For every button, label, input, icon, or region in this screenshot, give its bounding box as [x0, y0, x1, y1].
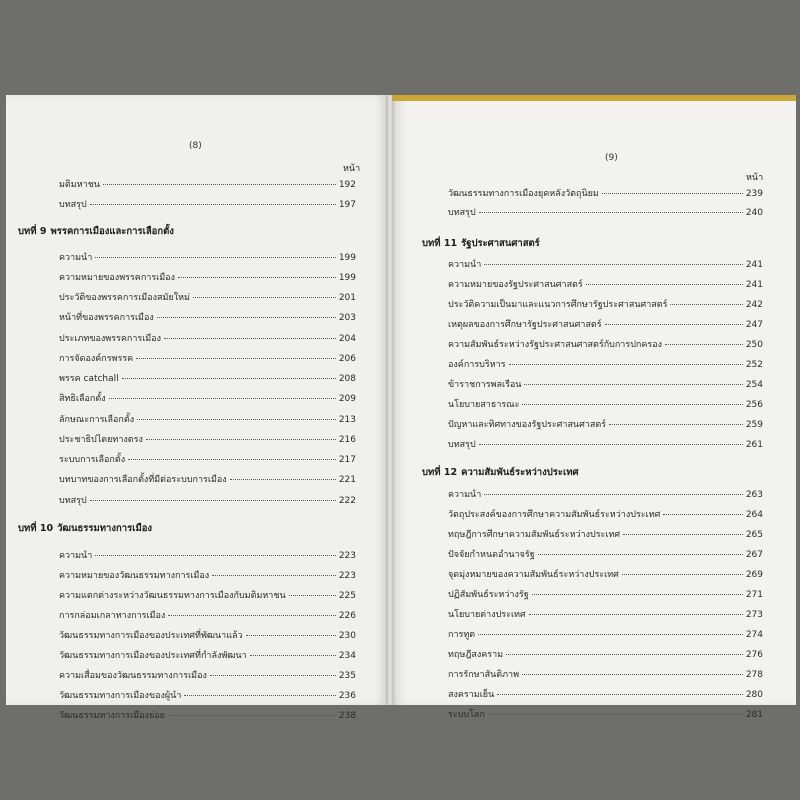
toc-entry — [448, 259, 763, 271]
toc-entry — [448, 188, 763, 200]
page-number: (9) — [605, 153, 618, 163]
toc-entry-page: 250 — [745, 340, 763, 350]
toc-entry — [59, 353, 356, 365]
toc-entry-page: 223 — [338, 551, 356, 561]
toc-entry — [59, 373, 356, 385]
toc-entry — [59, 710, 356, 722]
toc-entry-title: การรักษาสันติภาพ — [448, 670, 520, 680]
dot-leader — [109, 398, 336, 399]
toc-entry-page: 203 — [338, 313, 356, 323]
dot-leader — [157, 317, 336, 318]
toc-entry-title: การกล่อมเกลาทางการเมือง — [59, 611, 166, 621]
dot-leader — [122, 378, 336, 379]
dot-leader — [479, 212, 743, 213]
chapter-label: บทที่ 11 — [422, 238, 458, 249]
toc-entry — [59, 312, 356, 324]
toc-entry-title: พรรค catchall — [59, 374, 119, 384]
toc-entry — [448, 649, 763, 661]
toc-entry-page: 223 — [338, 571, 356, 581]
dot-leader — [532, 594, 743, 595]
toc-entry-title: สงครามเย็น — [448, 690, 495, 700]
toc-entry-title: ความหมายของวัฒนธรรมทางการเมือง — [59, 571, 210, 581]
toc-entry-title: ประวัติของพรรคการเมืองสมัยใหม่ — [59, 293, 190, 303]
toc-entry-page: 252 — [745, 360, 763, 370]
toc-entry — [448, 509, 763, 521]
toc-entry-title: บทสรุป — [59, 200, 87, 210]
toc-entry-page: 209 — [338, 394, 356, 404]
toc-entry — [59, 590, 356, 602]
dot-leader — [212, 575, 336, 576]
toc-entry-title: บทบาทของการเลือกตั้งที่มีต่อระบบการเมือง — [59, 475, 227, 485]
toc-entry — [448, 689, 763, 701]
toc-entry-title: ความหมายของรัฐประศาสนศาสตร์ — [448, 280, 583, 290]
dot-leader — [289, 595, 336, 596]
toc-entry-page: 242 — [745, 300, 763, 310]
toc-entry-page: 201 — [338, 293, 356, 303]
dot-leader — [168, 615, 336, 616]
dot-leader — [210, 675, 336, 676]
toc-entry-page: 241 — [745, 280, 763, 290]
dot-leader — [478, 634, 743, 635]
toc-entry-page: 217 — [338, 455, 356, 465]
toc-entry-page: 236 — [338, 691, 356, 701]
toc-entry-title: วัฒนธรรมทางการเมืองของประเทศที่พัฒนาแล้ว — [59, 631, 243, 641]
dot-leader — [230, 479, 336, 480]
toc-entry-page: 234 — [338, 651, 356, 661]
chapter-heading — [18, 224, 174, 239]
dot-leader — [479, 444, 743, 445]
toc-entry-page: 235 — [338, 671, 356, 681]
toc-entry-page: 225 — [338, 591, 356, 601]
toc-entry — [59, 272, 356, 284]
book-gutter — [386, 95, 394, 705]
toc-entry — [448, 709, 763, 721]
toc-entry-page: 269 — [745, 570, 763, 580]
dot-leader — [146, 439, 336, 440]
toc-entry — [448, 279, 763, 291]
toc-entry-page: 281 — [745, 710, 763, 720]
chapter-title: ความสัมพันธ์ระหว่างประเทศ — [461, 467, 579, 478]
toc-entry-title: ระบบโลก — [448, 710, 485, 720]
toc-entry — [59, 199, 356, 211]
right-page — [392, 95, 796, 720]
toc-entry-title: นโยบายสาธารณะ — [448, 400, 520, 410]
toc-entry — [448, 609, 763, 621]
toc-entry-title: ปฏิสัมพันธ์ระหว่างรัฐ — [448, 590, 529, 600]
chapter-label: บทที่ 12 — [422, 467, 458, 478]
dot-leader — [95, 257, 336, 258]
toc-entry-page: 274 — [745, 630, 763, 640]
chapter-title: รัฐประศาสนศาสตร์ — [461, 238, 540, 249]
toc-entry-page: 197 — [338, 200, 356, 210]
toc-entry — [448, 669, 763, 681]
toc-entry-title: ความเสื่อมของวัฒนธรรมทางการเมือง — [59, 671, 207, 681]
dot-leader — [488, 714, 743, 715]
chapter-label: บทที่ 10 — [18, 523, 54, 534]
toc-entry-page: 256 — [745, 400, 763, 410]
dot-leader — [665, 344, 743, 345]
toc-entry-title: ความหมายของพรรคการเมือง — [59, 273, 175, 283]
toc-entry-title: การทูต — [448, 630, 476, 640]
toc-entry — [59, 393, 356, 405]
dot-leader — [250, 655, 336, 656]
dot-leader — [497, 694, 743, 695]
toc-entry — [448, 359, 763, 371]
toc-entry-page: 216 — [338, 435, 356, 445]
dot-leader — [484, 494, 743, 495]
toc-entry — [59, 474, 356, 486]
dot-leader — [524, 384, 742, 385]
toc-entry — [59, 495, 356, 507]
left-page — [6, 95, 389, 721]
dot-leader — [529, 614, 743, 615]
dot-leader — [602, 193, 743, 194]
dot-leader — [168, 715, 336, 716]
toc-entry-page: 267 — [745, 550, 763, 560]
toc-entry-page: 280 — [745, 690, 763, 700]
chapter-title: พรรคการเมืองและการเลือกตั้ง — [50, 226, 174, 237]
page-edge-strip — [392, 95, 796, 101]
chapter-label: บทที่ 9 — [18, 226, 47, 237]
dot-leader — [193, 297, 336, 298]
toc-entry-page: 213 — [338, 415, 356, 425]
toc-entry — [448, 419, 763, 431]
page-column-header: หน้า — [343, 164, 361, 174]
toc-entry-title: มติมหาชน — [59, 180, 100, 190]
toc-entry-title: วัฒนธรรมทางการเมืองย่อย — [59, 711, 165, 721]
toc-entry-page: 254 — [745, 380, 763, 390]
toc-entry-page: 265 — [745, 530, 763, 540]
toc-entry-title: นโยบายต่างประเทศ — [448, 610, 526, 620]
toc-entry-page: 276 — [745, 650, 763, 660]
toc-entry — [59, 650, 356, 662]
toc-entry-page: 226 — [338, 611, 356, 621]
toc-entry — [448, 489, 763, 501]
toc-entry — [448, 207, 763, 219]
toc-entry-title: ทฤษฎีการศึกษาความสัมพันธ์ระหว่างประเทศ — [448, 530, 621, 540]
toc-entry — [448, 529, 763, 541]
dot-leader — [184, 695, 335, 696]
toc-entry — [448, 399, 763, 411]
toc-entry-title: ลักษณะการเลือกตั้ง — [59, 415, 135, 425]
toc-entry-title: ประวัติความเป็นมาและแนวการศึกษารัฐประศาสนศาสตร์ — [448, 300, 668, 310]
dot-leader — [103, 184, 336, 185]
toc-entry-title: ความสัมพันธ์ระหว่างรัฐประศาสนศาสตร์กับการปกครอง — [448, 340, 663, 350]
toc-entry — [59, 454, 356, 466]
toc-entry — [448, 439, 763, 451]
toc-entry-page: 259 — [745, 420, 763, 430]
toc-entry — [59, 570, 356, 582]
toc-entry-title: ปัจจัยกำหนดอำนาจรัฐ — [448, 550, 535, 560]
dot-leader — [609, 424, 743, 425]
dot-leader — [90, 204, 336, 205]
toc-entry — [59, 179, 356, 191]
toc-entry-title: จุดมุ่งหมายของความสัมพันธ์ระหว่างประเทศ — [448, 570, 619, 580]
toc-entry — [59, 333, 356, 345]
toc-entry — [448, 589, 763, 601]
dot-leader — [90, 500, 336, 501]
dot-leader — [137, 419, 336, 420]
toc-entry — [59, 690, 356, 702]
toc-entry-page: 271 — [745, 590, 763, 600]
toc-entry-title: ระบบการเลือกตั้ง — [59, 455, 126, 465]
toc-entry-title: วัฒนธรรมทางการเมืองยุคหลังวัตถุนิยม — [448, 189, 599, 199]
toc-entry-page: 199 — [338, 253, 356, 263]
dot-leader — [623, 534, 743, 535]
dot-leader — [136, 358, 336, 359]
toc-entry-page: 204 — [338, 334, 356, 344]
toc-entry-page: 208 — [338, 374, 356, 384]
dot-leader — [538, 554, 743, 555]
toc-entry — [59, 610, 356, 622]
toc-entry-title: องค์การบริหาร — [448, 360, 506, 370]
toc-entry-page: 240 — [745, 208, 763, 218]
chapter-title: วัฒนธรรมทางการเมือง — [57, 523, 153, 534]
dot-leader — [164, 338, 336, 339]
toc-entry-title: ความนำ — [448, 490, 482, 500]
toc-entry-title: ปัญหาและทิศทางของรัฐประศาสนศาสตร์ — [448, 420, 607, 430]
chapter-heading — [422, 236, 540, 251]
toc-entry — [448, 379, 763, 391]
dot-leader — [506, 654, 743, 655]
toc-entry-page: 230 — [338, 631, 356, 641]
toc-entry-title: ข้าราชการพลเรือน — [448, 380, 522, 390]
toc-entry-title: ความแตกต่างระหว่างวัฒนธรรมทางการเมืองกับมติมหาชน — [59, 591, 286, 601]
toc-entry-page: 278 — [745, 670, 763, 680]
dot-leader — [128, 459, 336, 460]
chapter-heading — [18, 521, 152, 536]
toc-entry — [59, 434, 356, 446]
toc-entry-title: สิทธิเลือกตั้ง — [59, 394, 106, 404]
toc-entry — [448, 299, 763, 311]
toc-entry-title: ความนำ — [59, 253, 93, 263]
toc-entry-title: ทฤษฎีสงคราม — [448, 650, 504, 660]
toc-entry-page: 273 — [745, 610, 763, 620]
toc-entry-page: 238 — [338, 711, 356, 721]
toc-entry-page: 199 — [338, 273, 356, 283]
toc-entry-title: การจัดองค์กรพรรค — [59, 354, 134, 364]
dot-leader — [605, 324, 743, 325]
toc-entry-page: 192 — [338, 180, 356, 190]
dot-leader — [178, 277, 336, 278]
toc-entry — [448, 339, 763, 351]
toc-entry-title: ประชาธิปไตยทางตรง — [59, 435, 143, 445]
toc-entry — [59, 252, 356, 264]
toc-entry-page: 264 — [745, 510, 763, 520]
toc-entry-title: วัฒนธรรมทางการเมืองของประเทศที่กำลังพัฒนา — [59, 651, 247, 661]
dot-leader — [95, 555, 336, 556]
toc-entry-title: บทสรุป — [448, 440, 476, 450]
toc-entry — [59, 670, 356, 682]
dot-leader — [509, 364, 743, 365]
dot-leader — [522, 404, 742, 405]
toc-entry — [448, 569, 763, 581]
dot-leader — [663, 514, 742, 515]
toc-entry-title: บทสรุป — [448, 208, 476, 218]
toc-entry — [59, 550, 356, 562]
toc-entry-page: 247 — [745, 320, 763, 330]
toc-entry-page: 241 — [745, 260, 763, 270]
toc-entry-title: ความนำ — [59, 551, 93, 561]
page-column-header: หน้า — [746, 173, 764, 183]
toc-entry — [448, 549, 763, 561]
toc-entry-title: วัฒนธรรมทางการเมืองของผู้นำ — [59, 691, 182, 701]
toc-entry — [448, 629, 763, 641]
dot-leader — [522, 674, 743, 675]
toc-entry-title: วัตถุประสงค์ของการศึกษาความสัมพันธ์ระหว่างประเทศ — [448, 510, 661, 520]
toc-entry-page: 222 — [338, 496, 356, 506]
toc-entry-title: เหตุผลของการศึกษารัฐประศาสนศาสตร์ — [448, 320, 602, 330]
page-number: (8) — [189, 141, 202, 151]
toc-entry-page: 263 — [745, 490, 763, 500]
toc-entry-page: 261 — [745, 440, 763, 450]
dot-leader — [622, 574, 743, 575]
toc-entry — [59, 414, 356, 426]
toc-entry — [448, 319, 763, 331]
toc-entry-title: บทสรุป — [59, 496, 87, 506]
dot-leader — [670, 304, 742, 305]
dot-leader — [246, 635, 336, 636]
dot-leader — [484, 264, 743, 265]
chapter-heading — [422, 465, 579, 480]
toc-entry — [59, 630, 356, 642]
toc-entry-title: หน้าที่ของพรรคการเมือง — [59, 313, 154, 323]
dot-leader — [586, 284, 743, 285]
toc-entry-title: ความนำ — [448, 260, 482, 270]
toc-entry-page: 239 — [745, 189, 763, 199]
toc-entry-page: 206 — [338, 354, 356, 364]
toc-entry-page: 221 — [338, 475, 356, 485]
toc-entry-title: ประเภทของพรรคการเมือง — [59, 334, 162, 344]
toc-entry — [59, 292, 356, 304]
